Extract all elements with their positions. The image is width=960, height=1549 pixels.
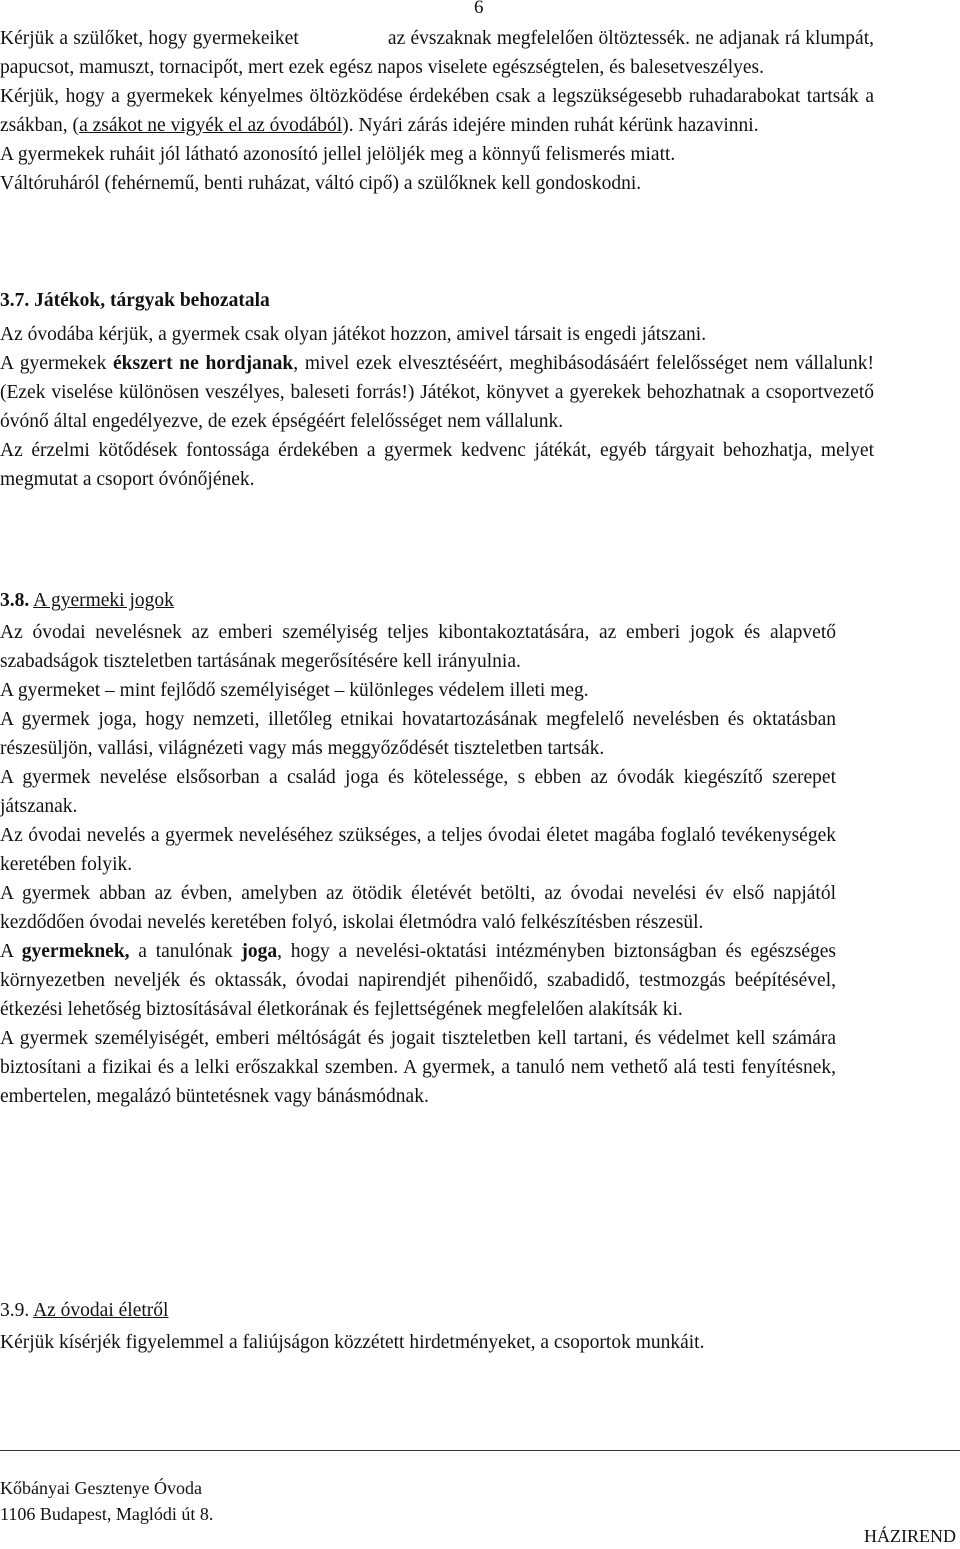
list-item: Az óvodai nevelés a gyermek neveléséhez szükséges, a teljes óvodai életet magába foglaló tevékenységek keretében folyik. [0,825,836,875]
list-item: Kérjük a szülőket, hogy gyermekeiket az évszaknak megfelelően öltöztessék. ne adjanak rá klumpát, papucsot, mamuszt, tornacipőt, mert ezek egész napos viselete egészségtelen, és balesetveszélyes. [0,28,874,78]
section-3-7-list [0,320,960,494]
list-item: Az óvodai nevelésnek az emberi személyiség teljes kibontakoztatására, az emberi jogok és alapvető szabadságok tiszteletben tartásának megerősítésére kell irányulnia. [0,622,836,672]
section-heading-3-9: 3.9. Az óvodai életről [0,1300,169,1321]
section-heading-3-8: 3.8. A gyermeki jogok [0,590,174,611]
bold-text: ékszert ne hordjanak [113,353,294,374]
list-item: A gyermeknek, a tanulónak joga, hogy a nevelési-oktatási intézményben biztonságban és egészséges környezetben neveljék és oktassák, óvodai napirendjét pihenőidő, szabadidő, testmozgás beépítésével, étkezési lehetőség biztosításával életkorának és fejlettségének megfelelően alakítsák ki. [0,941,836,1020]
list-item: A gyermek személyiségét, emberi méltóságát és jogait tiszteletben kell tartani, és védelmet kell számára biztosítani a fizikai és a lelki erőszakkal szemben. A gyermek, a tanuló nem vethető alá testi fenyítésnek, embertelen, megalázó büntetésnek vagy bánásmódnak. [0,1028,836,1107]
page-number: 6 [474,0,484,18]
list-item: Váltóruháról (fehérnemű, benti ruházat, váltó cipő) a szülőknek kell gondoskodni. [0,173,642,194]
section-heading-3-7: 3.7. Játékok, tárgyak behozatala [0,290,270,311]
section-3-9-list [0,1328,960,1357]
footer-doc-title: HÁZIREND [864,1526,956,1546]
section-3-8-list [0,618,960,1111]
list-item: A gyermek nevelése elsősorban a család joga és kötelessége, s ebben az óvodák kiegészítő szerepet játszanak. [0,767,836,817]
list-item: A gyermekek ékszert ne hordjanak, mivel ezek elvesztéséért, meghibásodásáért felelősséget nem vállalunk! (Ezek viselése különösen veszélyes, baleseti forrás!) Játékot, könyvet a gyerekek behozhatnak a csoportvezető óvónő által engedélyezve, de ezek épségéért felelősséget nem vállalunk. [0,353,874,432]
list-item: Az óvodába kérjük, a gyermek csak olyan játékot hozzon, amivel társait is engedi játszani. [0,324,707,345]
footer-divider [0,1450,960,1451]
list-item: A gyermek joga, hogy nemzeti, illetőleg etnikai hovatartozásának megfelelő nevelésben és oktatásban részesüljön, vallási, világnézeti vagy más meggyőződését tiszteletben tartsák. [0,709,836,759]
list-item: A gyermeket – mint fejlődő személyiséget – különleges védelem illeti meg. [0,680,589,701]
list-item: A gyermek abban az évben, amelyben az ötödik életévét betölti, az óvodai nevelési év első napjától kezdődően óvodai nevelés keretében folyó, iskolai életmódra való felkészítésben részesül. [0,883,836,933]
footer-address: 1106 Budapest, Maglódi út 8. [0,1504,214,1524]
list-item: A gyermekek ruháit jól látható azonosító jellel jelöljék meg a könnyű felismerés miatt. [0,144,676,165]
list-item: Kérjük kísérjék figyelemmel a faliújságon közzétett hirdetményeket, a csoportok munkáit. [0,1332,705,1353]
footer-institution: Kőbányai Gesztenye Óvoda [0,1478,202,1498]
underlined-text: a zsákot ne vigyék el az óvodából [79,115,343,136]
list-item: Kérjük, hogy a gyermekek kényelmes öltözködése érdekében csak a legszükségesebb ruhadarabokat tartsák a zsákban, (a zsákot ne vigyék el az óvodából). Nyári zárás idejére minden ruhát kérünk hazavinni. [0,86,874,136]
list-item: Az érzelmi kötődések fontossága érdekében a gyermek kedvenc játékát, egyéb tárgyait behozhatja, melyet megmutat a csoport óvónőjének. [0,440,874,490]
top-bullet-list [0,24,960,198]
